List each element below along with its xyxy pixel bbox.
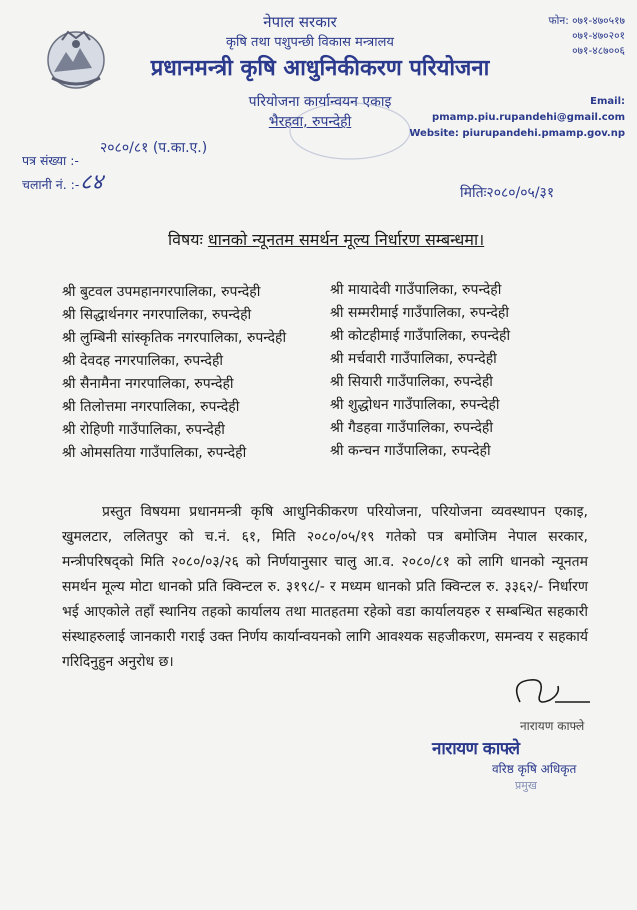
fiscal-year-reference: २०८०/८१ (प.का.ए.) (100, 140, 208, 156)
signatory-role: प्रमुख (515, 779, 537, 792)
implementation-unit: परियोजना कार्यान्वयन एकाइ (248, 94, 392, 110)
letter-number-label: पत्र संख्या :- (22, 153, 79, 168)
recipient-item: श्री बुटवल उपमहानगरपालिका, रुपन्देही (62, 284, 261, 300)
phone-line: फोन: ०७१-४७०५१७ (548, 15, 625, 27)
signatory-name: नारायण काफ्ले (520, 719, 585, 733)
recipients-left-column (62, 281, 322, 465)
recipient-item: श्री सिद्धार्थनगर नगरपालिका, रुपन्देही (62, 307, 252, 323)
office-location: भैरहवा, रुपन्देही (268, 114, 352, 130)
recipient-item: श्री गैडहवा गाउँपालिका, रुपन्देही (330, 420, 493, 436)
recipient-item: श्री रोहिणी गाउँपालिका, रुपन्देही (62, 422, 225, 438)
letter-date: मितिः२०८०/०५/३१ (460, 185, 555, 201)
phone-line: ०७१-४८७००६ (572, 45, 625, 57)
nepal-emblem-icon (40, 22, 112, 94)
government-name: नेपाल सरकार (263, 13, 337, 31)
recipient-item: श्री कन्चन गाउँपालिका, रुपन्देही (330, 443, 491, 459)
recipients-right-column (330, 279, 590, 463)
recipient-item: श्री ओमसतिया गाउँपालिका, रुपन्देही (62, 445, 247, 461)
signatory-title: वरिष्ठ कृषि अधिकृत (492, 762, 577, 776)
recipient-item: श्री तिलोत्तमा नगरपालिका, रुपन्देही (62, 399, 240, 415)
recipient-item: श्री देवदह नगरपालिका, रुपन्देही (62, 353, 224, 369)
website-link[interactable]: Website: piurupandehi.pmamp.gov.np (409, 128, 625, 139)
recipient-item: श्री सैनामैना नगरपालिका, रुपन्देही (62, 376, 234, 392)
letter-body: प्रस्तुत विषयमा प्रधानमन्त्री कृषि आधुनिकीकरण परियोजना, परियोजना व्यवस्थापन एकाइ, खुमलटार, ललितपुर को च.नं. ६१, मिति २०८०/०५/१९ गतेको पत्र बमोजिम नेपाल सरकार, मन्त्रीपरिषद्को मिति २०८०/०३/२६ को निर्णयानुसार चालु आ.व. २०८०/८१ को लागि धानको न्यूनतम समर्थन मूल्य मोटा धानको प्रति क्विन्टल रु. ३१९८/- र मध्यम धानको प्रति क्विन्टल रु. ३३६२/- निर्धारण भई आएकोले तहाँ स्थानिय तहको कार्यालय तथा मातहतमा रहेको वडा कार्यालयहरु र सम्बन्धित सहकारी संस्थाहरुलाई जानकारी गराई उक्त निर्णय कार्यान्वयनको लागि आवश्यक सहजीकरण, समन्वय र सहकार्य गरिदिनुहुन अनुरोध छ। (62, 504, 588, 670)
recipient-item: श्री सम्मरीमाई गाउँपालिका, रुपन्देही (330, 305, 509, 321)
subject-line (168, 228, 484, 250)
recipient-item: श्री मायादेवी गाउँपालिका, रुपन्देही (330, 282, 502, 298)
recipient-item: श्री सियारी गाउँपालिका, रुपन्देही (330, 374, 493, 390)
subject-text: धानको न्यूनतम समर्थन मूल्य निर्धारण सम्बन्धमा। (207, 230, 485, 249)
subject-label: विषयः (168, 230, 203, 249)
dispatch-number-label: चलानी नं. :- (22, 177, 80, 192)
signatory-name-stamp: नारायण काफ्ले (432, 739, 520, 759)
recipient-item: श्री मर्चवारी गाउँपालिका, रुपन्देही (330, 351, 497, 367)
recipient-item: श्री कोटहीमाई गाउँपालिका, रुपन्देही (330, 328, 511, 344)
email-link[interactable]: Email: pmamp.piu.rupandehi@gmail.com (432, 96, 625, 123)
dispatch-number-handwritten: ८४ (80, 170, 103, 195)
contact-info (395, 94, 625, 142)
signature-scribble-icon (500, 672, 595, 717)
phone-numbers (505, 14, 625, 59)
ministry-name: कृषि तथा पशुपन्छी विकास मन्त्रालय (226, 35, 394, 50)
recipient-item: श्री लुम्बिनी सांस्कृतिक नगरपालिका, रुपन्देही (62, 330, 287, 346)
recipient-item: श्री शुद्धोधन गाउँपालिका, रुपन्देही (330, 397, 500, 413)
project-title: प्रधानमन्त्री कृषि आधुनिकीकरण परियोजना (150, 56, 490, 81)
phone-line: ०७१-४७०२०१ (572, 30, 625, 42)
